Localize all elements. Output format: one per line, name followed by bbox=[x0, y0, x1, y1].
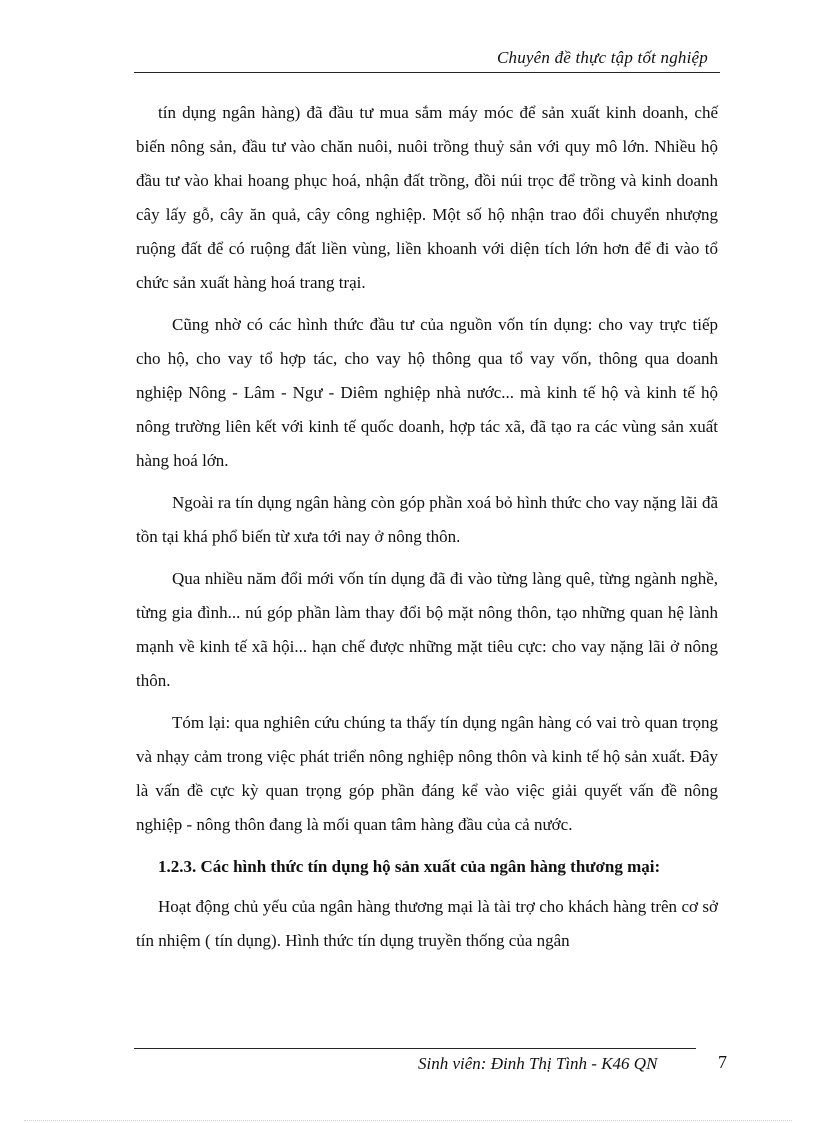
paragraph-summary: Tóm lại: qua nghiên cứu chúng ta thấy tín dụng ngân hàng có vai trò quan trọng và nhạy cảm trong việc phát triển nông nghiệp nông thôn và kinh tế hộ sản xuất. Đây là vấn đề cực kỳ quan trọng góp phần đáng kể vào việc giải quyết vấn đề nông nghiệp - nông thôn đang là mối quan tâm hàng đầu của cả nước. bbox=[136, 713, 718, 834]
paragraph-continuation: tín dụng ngân hàng) đã đầu tư mua sắm máy móc để sản xuất kinh doanh, chế biến nông sản, đầu tư vào chăn nuôi, nuôi trồng thuỷ sản với quy mô lớn. Nhiều hộ đầu tư vào khai hoang phục hoá, nhận đất trồng, đồi núi trọc để trồng và kinh doanh cây lấy gỗ, cây ăn quả, cây công nghiệp. Một số hộ nhận trao đổi chuyển nhượng ruộng đất để có ruộng đất liền vùng, liền khoanh với diện tích lớn hơn để đi vào tổ chức sản xuất hàng hoá trang trại. bbox=[136, 103, 718, 292]
section-heading: 1.2.3. Các hình thức tín dụng hộ sản xuất của ngân hàng thương mại: bbox=[158, 857, 661, 876]
paragraph-investment-forms: Cũng nhờ có các hình thức đầu tư của nguồn vốn tín dụng: cho vay trực tiếp cho hộ, cho vay tổ hợp tác, cho vay hộ thông qua tổ vay vốn, thông qua doanh nghiệp Nông - Lâm - Ngư - Diêm nghiệp nhà nước... mà kinh tế hộ và kinh tế hộ nông trường liên kết với kinh tế quốc doanh, hợp tác xã, đã tạo ra các vùng sản xuất hàng hoá lớn. bbox=[136, 315, 718, 470]
paragraph-usury: Ngoài ra tín dụng ngân hàng còn góp phần xoá bỏ hình thức cho vay nặng lãi đã tồn tại khá phổ biến từ xưa tới nay ở nông thôn. bbox=[136, 493, 718, 546]
page-body bbox=[136, 96, 718, 966]
paragraph-commercial-bank: Hoạt động chủ yếu của ngân hàng thương mại là tài trợ cho khách hàng trên cơ sở tín nhiệm ( tín dụng). Hình thức tín dụng truyền thống của ngân bbox=[136, 897, 718, 950]
page-number: 7 bbox=[718, 1052, 727, 1072]
footer-divider bbox=[134, 1048, 696, 1049]
running-header-title: Chuyên đề thực tập tốt nghiệp bbox=[496, 48, 708, 67]
page-edge-divider bbox=[24, 1120, 792, 1121]
footer-author: Sinh viên: Đinh Thị Tình - K46 QN bbox=[418, 1054, 658, 1073]
header-divider bbox=[134, 72, 720, 73]
paragraph-renovation: Qua nhiều năm đổi mới vốn tín dụng đã đi vào từng làng quê, từng ngành nghề, từng gia đình... nú góp phần làm thay đổi bộ mặt nông thôn, tạo những quan hệ lành mạnh về kinh tế xã hội... hạn chế được những mặt tiêu cực: cho vay nặng lãi ở nông thôn. bbox=[136, 569, 718, 690]
